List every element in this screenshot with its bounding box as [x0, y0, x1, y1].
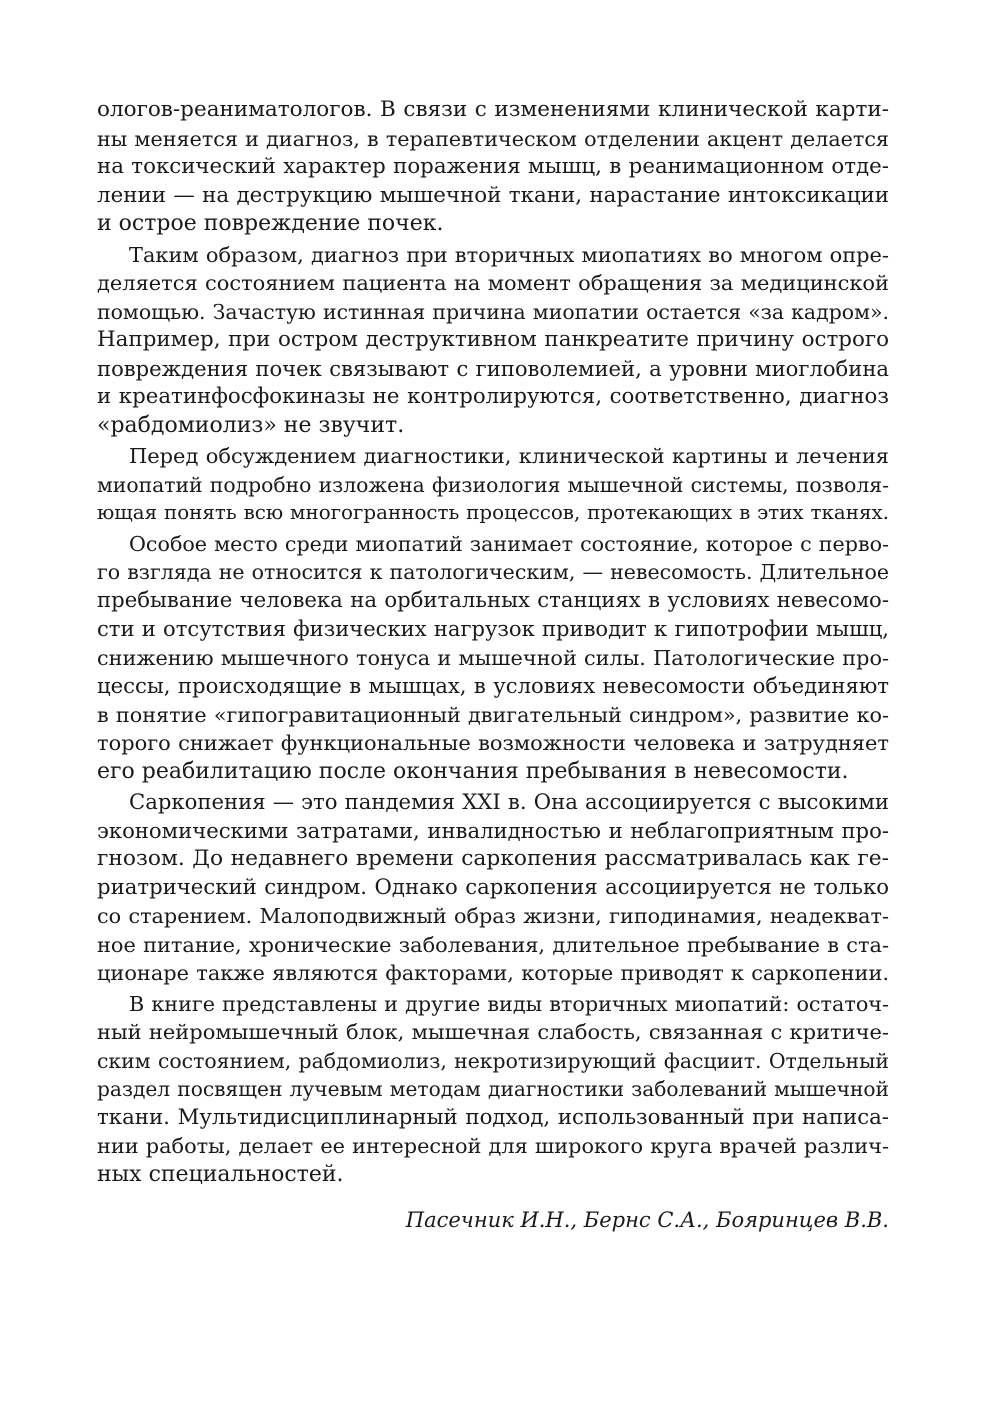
- paragraph-6: [97, 990, 889, 1190]
- paragraph-1: [97, 96, 889, 239]
- text-line: Саркопения — это пандемия XXI в. Она ассоциируется с высокими: [129, 789, 889, 814]
- text-line: экономическими затратами, инвалидностью и неблагоприятным про-: [97, 817, 889, 843]
- text-line: раздел посвящен лучевым методам диагностики заболеваний мышечной: [97, 1077, 889, 1101]
- text-line: ны меняется и диагноз, в терапевтическом отделении акцент делается: [97, 126, 889, 151]
- authors-signature: Пасечник И.Н., Бернс С.А., Бояринцев В.В.: [405, 1208, 889, 1232]
- text-line: нии работы, делает ее интересной для широкого круга врачей различ-: [97, 1134, 889, 1158]
- text-line: ционаре также являются факторами, которые приводят к саркопении.: [97, 961, 889, 985]
- paragraph-5: [97, 788, 889, 988]
- text-line: Перед обсуждением диагностики, клинической картины и лечения: [129, 444, 889, 468]
- text-line: цессы, происходящие в мышцах, в условиях невесомости объединяют: [97, 673, 889, 698]
- text-line: в понятие «гипогравитационный двигательный синдром», развитие ко-: [97, 702, 889, 727]
- text-line: ный нейромышечный блок, мышечная слабость, связанная с критиче-: [97, 1020, 889, 1044]
- text-line: миопатий подробно изложена физиология мышечной системы, позволя-: [97, 472, 889, 497]
- text-line: торого снижает функциональные возможности человека и затрудняет: [97, 731, 889, 755]
- text-line: его реабилитацию после окончания пребывания в невесомости.: [97, 758, 849, 784]
- paragraph-3: [97, 442, 889, 528]
- text-line: и острое повреждение почек.: [97, 211, 444, 236]
- text-line: лении — на деструкцию мышечной ткани, нарастание интоксикации: [97, 182, 889, 208]
- text-line: деляется состоянием пациента на момент обращения за медицинской: [97, 271, 889, 295]
- preface-text: [97, 96, 889, 1189]
- text-line: гнозом. До недавнего времени саркопения рассматривалась как ге-: [97, 846, 889, 871]
- text-line: на токсический характер поражения мышц, в реанимационном отде-: [97, 154, 889, 179]
- text-line: риатрический синдром. Однако саркопения ассоциируется не только: [97, 874, 889, 900]
- text-line: снижению мышечного тонуса и мышечной силы. Патологические про-: [97, 645, 889, 670]
- text-line: ологов-реаниматологов. В связи с изменениями клинической карти-: [97, 97, 889, 122]
- text-line: ное питание, хронические заболевания, длительное пребывание в ста-: [97, 932, 889, 957]
- text-line: ющая понять всю многогранность процессов, протекающих в этих тканях.: [97, 501, 889, 524]
- text-line: со старением. Малоподвижный образ жизни, гиподинамия, неадекват-: [97, 904, 889, 928]
- text-line: Например, при остром деструктивном панкреатите причину острого: [97, 327, 889, 352]
- text-line: сти и отсутствия физических нагрузок приводит к гипотрофии мышц,: [97, 616, 889, 641]
- text-line: ским состоянием, рабдомиолиз, некротизирующий фасциит. Отдельный: [97, 1048, 889, 1073]
- text-line: помощью. Зачастую истинная причина миопатии остается «за кадром».: [97, 299, 889, 324]
- text-line: «рабдомиолиз» не звучит.: [97, 412, 405, 438]
- text-line: Таким образом, диагноз при вторичных миопатиях во многом опре-: [129, 242, 889, 267]
- text-line: го взгляда не относится к патологическим, — невесомость. Длительное: [97, 560, 889, 584]
- text-line: пребывание человека на орбитальных станциях в условиях невесомо-: [97, 587, 889, 613]
- paragraph-2: [97, 241, 889, 441]
- text-line: повреждения почек связывают с гиповолемией, а уровни миоглобина: [97, 355, 889, 381]
- text-line: Особое место среди миопатий занимает состояние, которое с перво-: [129, 531, 889, 556]
- text-line: ных специальностей.: [97, 1161, 344, 1187]
- text-line: и креатинфосфокиназы не контролируются, соответственно, диагноз: [97, 384, 889, 409]
- paragraph-4: [97, 530, 889, 787]
- text-line: ткани. Мультидисциплинарный подход, использованный при написа-: [97, 1104, 889, 1130]
- text-line: В книге представлены и другие виды вторичных миопатий: остаточ-: [129, 991, 889, 1016]
